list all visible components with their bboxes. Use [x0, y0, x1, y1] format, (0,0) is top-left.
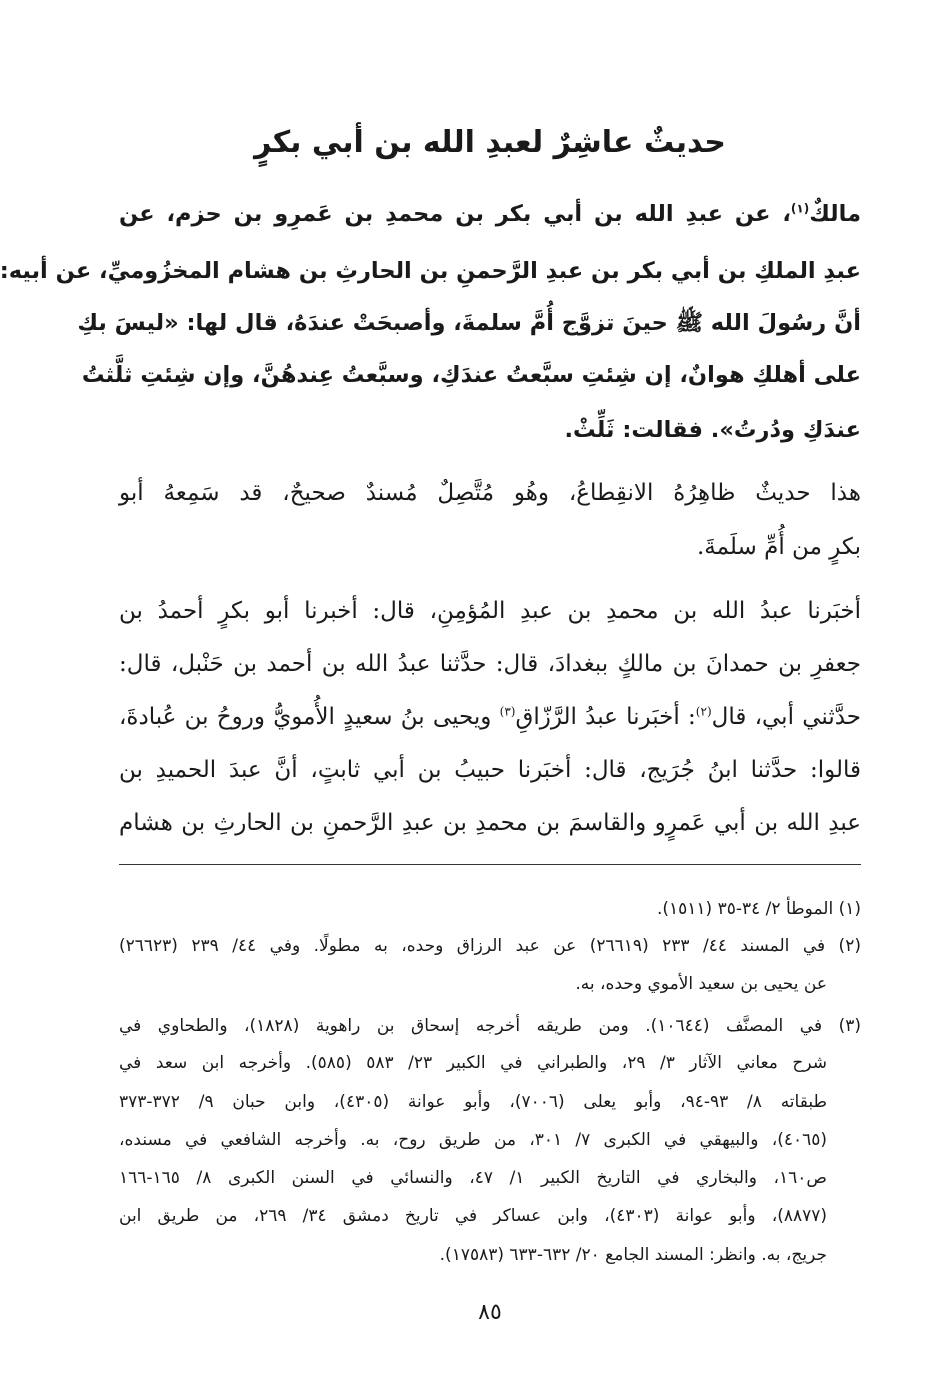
footnote-line: شرح معاني الآثار ٣/ ٢٩، والطبراني في الكبير ٢٣/ ٥٨٣ (٥٨٥). وأخرجه ابن سعد في [119, 1053, 827, 1073]
footnote-ref: (٢) [695, 704, 712, 719]
footnote-line: جريج، به. وانظر: المسند الجامع ٢٠/ ٦٣٢-٦٣٣ (١٧٥٨٣). [439, 1245, 827, 1265]
hadith-line [119, 190, 861, 238]
page-number: ٨٥ [478, 1300, 502, 1325]
footnote-line: (٤٠٦٥)، والبيهقي في الكبرى ٧/ ٣٠١، من طريق روح، به. وأخرجه الشافعي في مسنده، [119, 1130, 827, 1150]
isnad-line: أخبَرنا عبدُ الله بن محمدِ بن عبدِ المُؤمِنِ، قال: أخبرنا أبو بكرٍ أحمدُ بن [119, 598, 861, 624]
footnote-ref: (١) [790, 201, 810, 216]
commentary-line: بكرٍ من أُمِّ سلَمةَ. [696, 534, 861, 560]
isnad-text: حدَّثني أبي، قال [711, 704, 862, 730]
footnote-line: (٨٨٧٧)، وأبو عوانة (٤٣٠٣)، وابن عساكر في تاريخ دمشق ٣٤/ ٢٦٩، من طريق ابن [119, 1206, 828, 1226]
footnote-line: ص١٦٠، والبخاري في التاريخ الكبير ١/ ٤٧، والنسائي في السنن الكبرى ٨/ ١٦٥-١٦٦ [119, 1168, 827, 1188]
hadith-line: عبدِ الملكِ بن أبي بكر بن عبدِ الرَّحمنِ بن الحارثِ بن هشام المخزُوميِّ، عن أبيه: [0, 258, 861, 284]
hadith-text: ، عن عبدِ الله بن أبي بكر بن محمدِ بن عَمرِو بن حزم، عن [119, 201, 791, 227]
footnote-ref: (٣) [499, 704, 516, 719]
footnote-separator [119, 864, 861, 865]
hadith-text: مالكٌ [809, 201, 861, 227]
isnad-line: عبدِ الله بن أبي عَمرٍو والقاسمَ بن محمدِ بن عبدِ الرَّحمنِ بن الحارثِ بن هشام [119, 810, 861, 836]
chapter-title: حديثٌ عاشِرٌ لعبدِ الله بن أبي بكرٍ [254, 125, 726, 160]
footnote-line: طبقاته ٨/ ٩٣-٩٤، وأبو يعلى (٧٠٠٦)، وأبو عوانة (٤٣٠٥)، وابن حبان ٩/ ٣٧٢-٣٧٣ [119, 1092, 827, 1112]
footnote-line: (١) الموطأ ٢/ ٣٤-٣٥ (١٥١١). [656, 899, 861, 919]
footnote-line: (٢) في المسند ٤٤/ ٢٣٣ (٢٦٦١٩) عن عبد الرزاق وحده، به مطولًا. وفي ٤٤/ ٢٣٩ (٢٦٦٢٣) [119, 936, 861, 956]
isnad-text: ويحيى بنُ سعيدٍ الأُمويُّ وروحُ بن عُبادةَ، [119, 704, 500, 730]
footnote-line: عن يحيى بن سعيد الأموي وحده، به. [575, 974, 827, 994]
isnad-line: قالوا: حدَّثنا ابنُ جُرَيج، قال: أخبَرنا حبيبُ بن أبي ثابتٍ، أنَّ عبدَ الحميدِ بن [119, 757, 861, 783]
hadith-line: أنَّ رسُولَ الله ﷺ حينَ تزوَّج أُمَّ سلمةَ، وأصبحَتْ عندَهُ، قال لها: «ليسَ بكِ [77, 310, 861, 336]
footnote-line: (٣) في المصنَّف (١٠٦٤٤). ومن طريقه أخرجه إسحاق بن راهوية (١٨٢٨)، والطحاوي في [119, 1016, 861, 1036]
isnad-line [119, 693, 861, 741]
hadith-line: عندَكِ ودُرتُ». فقالت: ثَلِّثْ. [564, 417, 861, 443]
isnad-text: : أخبَرنا عبدُ الرَّزّاقِ [515, 704, 696, 730]
hadith-line: على أهلكِ هوانٌ، إن شِئتِ سبَّعتُ عندَكِ، وسبَّعتُ عِندهُنَّ، وإن شِئتِ ثلَّثتُ [81, 362, 861, 388]
isnad-line: جعفرِ بن حمدانَ بن مالكٍ ببغدادَ، قال: حدَّثنا عبدُ الله بن أحمد بن حَنْبل، قال: [119, 651, 861, 677]
commentary-line: هذا حديثٌ ظاهِرُهُ الانقِطاعُ، وهُو مُتَّصِلٌ مُسندٌ صحيحٌ، قد سَمِعهُ أبو [119, 480, 861, 506]
